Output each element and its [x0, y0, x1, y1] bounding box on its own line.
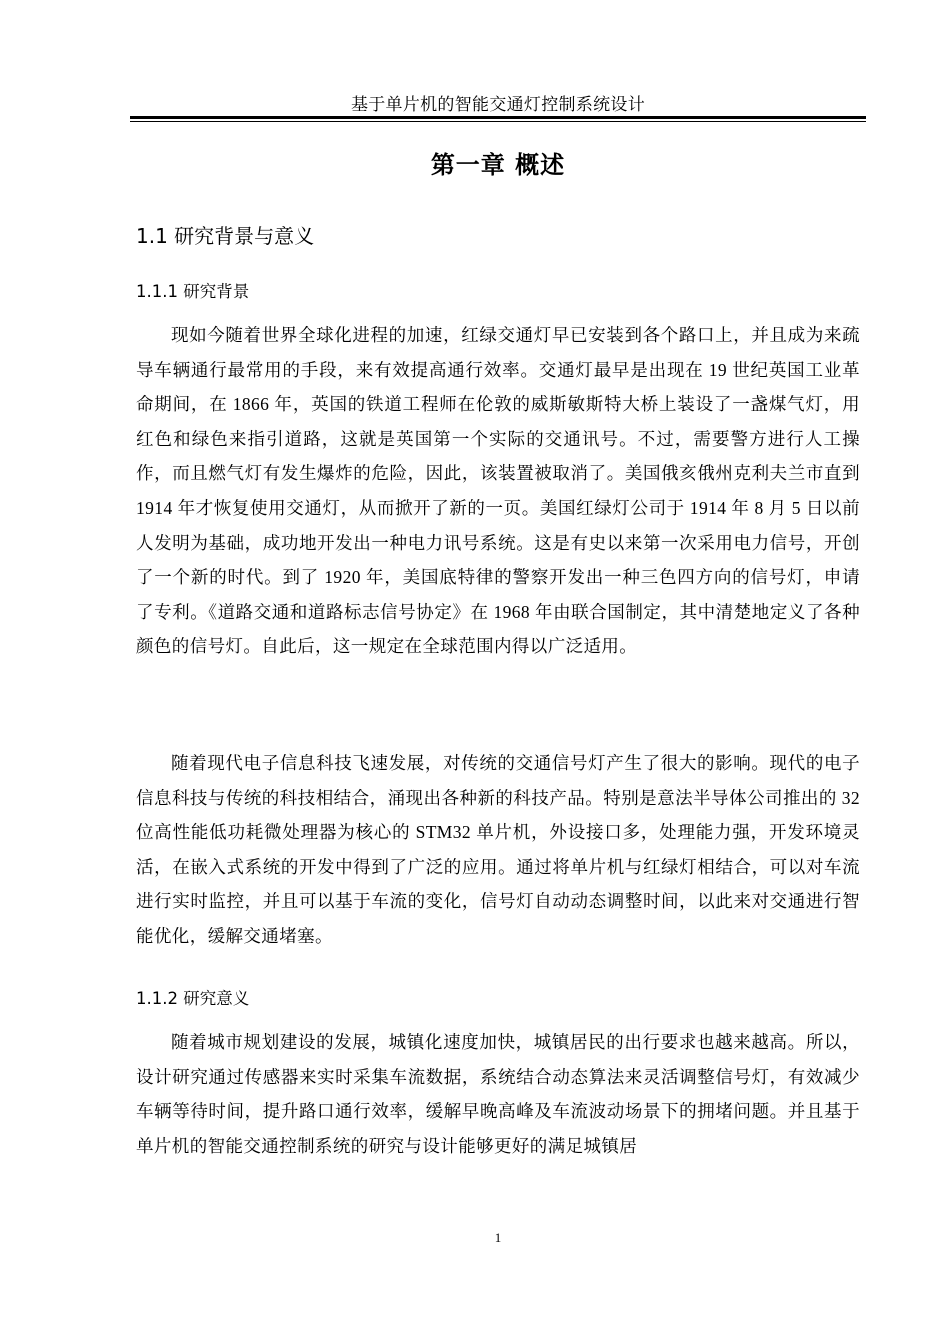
- subsection-heading-1-1-1: 1.1.1 研究背景: [136, 282, 250, 301]
- paragraph-background-stm32: 随着现代电子信息科技飞速发展，对传统的交通信号灯产生了很大的影响。现代的电子信息科技与传统的科技相结合，涌现出各种新的科技产品。特别是意法半导体公司推出的 32 位高性能低功耗微处理器为核心的 STM32 单片机，外设接口多，处理能力强，开发环境灵活，在嵌入式系统的开发中得到了广泛的应用。通过将单片机与红绿灯相结合，可以对车流进行实时监控，并且可以基于车流的变化，信号灯自动动态调整时间，以此来对交通进行智能优化，缓解交通堵塞。: [136, 753, 860, 946]
- subsection-heading-1-1-2: 1.1.2 研究意义: [136, 989, 250, 1008]
- section-heading-1-1: 1.1 研究背景与意义: [136, 224, 315, 248]
- running-header: 基于单片机的智能交通灯控制系统设计: [350, 95, 646, 114]
- paragraph-significance: 随着城市规划建设的发展，城镇化速度加快，城镇居民的出行要求也越来越高。所以，设计研究通过传感器来实时采集车流数据，系统结合动态算法来灵活调整信号灯，有效减少车辆等待时间，提升路口通行效率，缓解早晚高峰及车流波动场景下的拥堵问题。并且基于单片机的智能交通控制系统的研究与设计能够更好的满足城镇居: [136, 1032, 860, 1156]
- paragraph-background-history: 现如今随着世界全球化进程的加速，红绿交通灯早已安装到各个路口上，并且成为来疏导车辆通行最常用的手段，来有效提高通行效率。交通灯最早是出现在 19 世纪英国工业革命期间，在 1866 年，英国的铁道工程师在伦敦的威斯敏斯特大桥上装设了一盏煤气灯，用红色和绿色来指引道路，这就是英国第一个实际的交通讯号。不过，需要警方进行人工操作，而且燃气灯有发生爆炸的危险，因此，该装置被取消了。美国俄亥俄州克利夫兰市直到 1914 年才恢复使用交通灯，从而掀开了新的一页。美国红绿灯公司于 1914 年 8 月 5 日以前人发明为基础，成功地开发出一种电力讯号系统。这是有史以来第一次采用电力信号，开创了一个新的时代。到了 1920 年，美国底特律的警察开发出一种三色四方向的信号灯，申请了专利。《道路交通和道路标志信号协定》在 1968 年由联合国制定，其中清楚地定义了各种颜色的信号灯。自此后，这一规定在全球范围内得以广泛适用。: [136, 325, 860, 657]
- chapter-title: 第一章 概述: [430, 151, 566, 179]
- header-rule-thick: [130, 116, 866, 119]
- page-number: 1: [494, 1230, 502, 1245]
- header-rule-thin: [130, 121, 866, 122]
